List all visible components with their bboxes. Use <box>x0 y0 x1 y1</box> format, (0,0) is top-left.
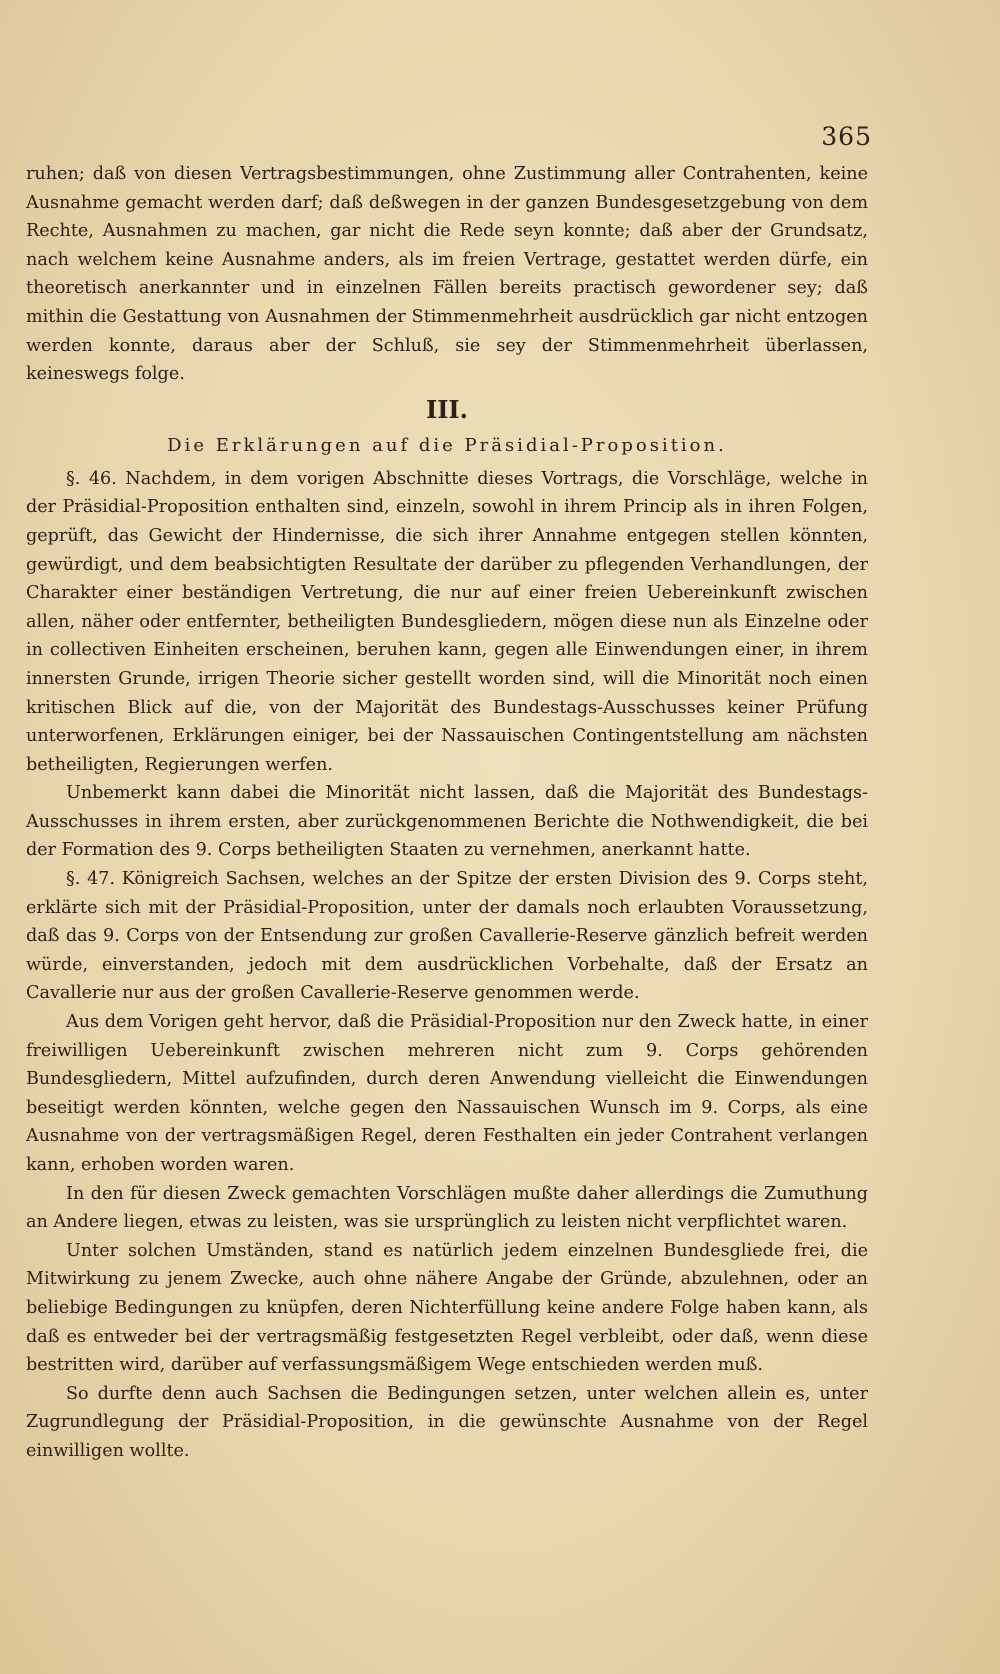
paragraph: So durfte denn auch Sachsen die Bedingungen setzen, unter welchen allein es, unter Zugrundlegung der Präsidial-Proposition, in die gewünschte Ausnahme von der Regel einwilligen wollte. <box>26 1383 868 1461</box>
body-text <box>26 160 868 1466</box>
paragraph: Aus dem Vorigen geht hervor, daß die Präsidial-Proposition nur den Zweck hatte, in einer freiwilligen Uebereinkunft zwischen mehreren nicht zum 9. Corps gehörenden Bundesgliedern, Mittel aufzufinden, durch deren Anwendung vielleicht die Einwendungen beseitigt werden könnten, welche gegen den Nassauischen Wunsch im 9. Corps, als eine Ausnahme von der vertragsmäßigen Regel, deren Festhalten ein jeder Contrahent verlangen kann, erhoben worden waren. <box>26 1012 868 1175</box>
paragraph: Unter solchen Umständen, stand es natürlich jedem einzelnen Bundesgliede frei, die Mitwirkung zu jenem Zwecke, auch ohne nähere Angabe der Gründe, abzulehnen, oder an beliebige Bedingungen zu knüpfen, deren Nichterfüllung keine andere Folge haben kann, als daß es entweder bei der vertragsmäßig festgesetzten Regel verbleibt, oder daß, wenn diese bestritten wird, darüber auf verfassungsmäßigem Wege entschieden werden muß. <box>26 1240 868 1376</box>
paragraph: Unbemerkt kann dabei die Minorität nicht lassen, daß die Majorität des Bundestags-Ausschusses in ihrem ersten, aber zurückgenommenen Berichte die Nothwendigkeit, die bei der Formation des 9. Corps betheiligten Staaten zu vernehmen, anerkannt hatte. <box>26 783 868 861</box>
paragraph-46: §. 46. Nachdem, in dem vorigen Abschnitte dieses Vortrags, die Vorschläge, welche in der Präsidial-Proposition enthalten sind, einzeln, sowohl in ihrem Princip als in ihren Folgen, geprüft, das Gewicht der Hindernisse, die sich ihrer Annahme entgegen stellen könnten, gewürdigt, und dem beabsichtigten Resultate der darüber zu pflegenden Verhandlungen, der Charakter einer beständigen Vertretung, die nur auf einer freien Uebereinkunft zwischen allen, näher oder entfernter, betheiligten Bundesgliedern, mögen diese nun als Einzelne oder in collectiven Einheiten erscheinen, beruhen kann, gegen alle Einwendungen einer, in ihrem innersten Grunde, irrigen Theorie sicher gestellt worden sind, will die Minorität noch einen kritischen Blick auf die, von der Majorität des Bundestags-Ausschusses keiner Prüfung unterworfenen, Erklärungen einiger, bei der Nassauischen Contingentstellung am nächsten betheiligten, Regierungen werfen. <box>26 468 868 775</box>
paragraph: In den für diesen Zweck gemachten Vorschlägen mußte daher allerdings die Zumuthung an Andere liegen, etwas zu leisten, was sie ursprünglich zu leisten nicht verpflichtet waren. <box>26 1183 868 1233</box>
page-number: 365 <box>821 122 872 151</box>
section-subheading: Die Erklärungen auf die Präsidial-Proposition. <box>167 434 727 456</box>
paragraph-47: §. 47. Königreich Sachsen, welches an der Spitze der ersten Division des 9. Corps steht, erklärte sich mit der Präsidial-Proposition, unter der damals noch erlaubten Voraussetzung, daß das 9. Corps von der Entsendung zur großen Cavallerie-Reserve gänzlich befreit werden würde, einverstanden, jedoch mit dem ausdrücklichen Vorbehalte, daß der Ersatz an Cavallerie nur aus der großen Cavallerie-Reserve genommen werde. <box>26 869 868 1004</box>
paragraph-continuation: ruhen; daß von diesen Vertragsbestimmungen, ohne Zustimmung aller Contrahenten, keine Ausnahme gemacht werden darf; daß deßwegen in der ganzen Bundesgesetzgebung von dem Rechte, Ausnahmen zu machen, gar nicht die Rede seyn konnte; daß aber der Grundsatz, nach welchem keine Ausnahme anders, als im freien Vertrage, gestattet werden dürfe, ein theoretisch anerkannter und in einzelnen Fällen bereits practisch gewordener sey; daß mithin die Gestattung von Ausnahmen der Stimmenmehrheit ausdrücklich gar nicht entzogen werden konnte, daraus aber der Schluß, sie sey der Stimmenmehrheit überlassen, keineswegs folge. <box>26 164 868 385</box>
section-heading: III. <box>425 394 469 424</box>
